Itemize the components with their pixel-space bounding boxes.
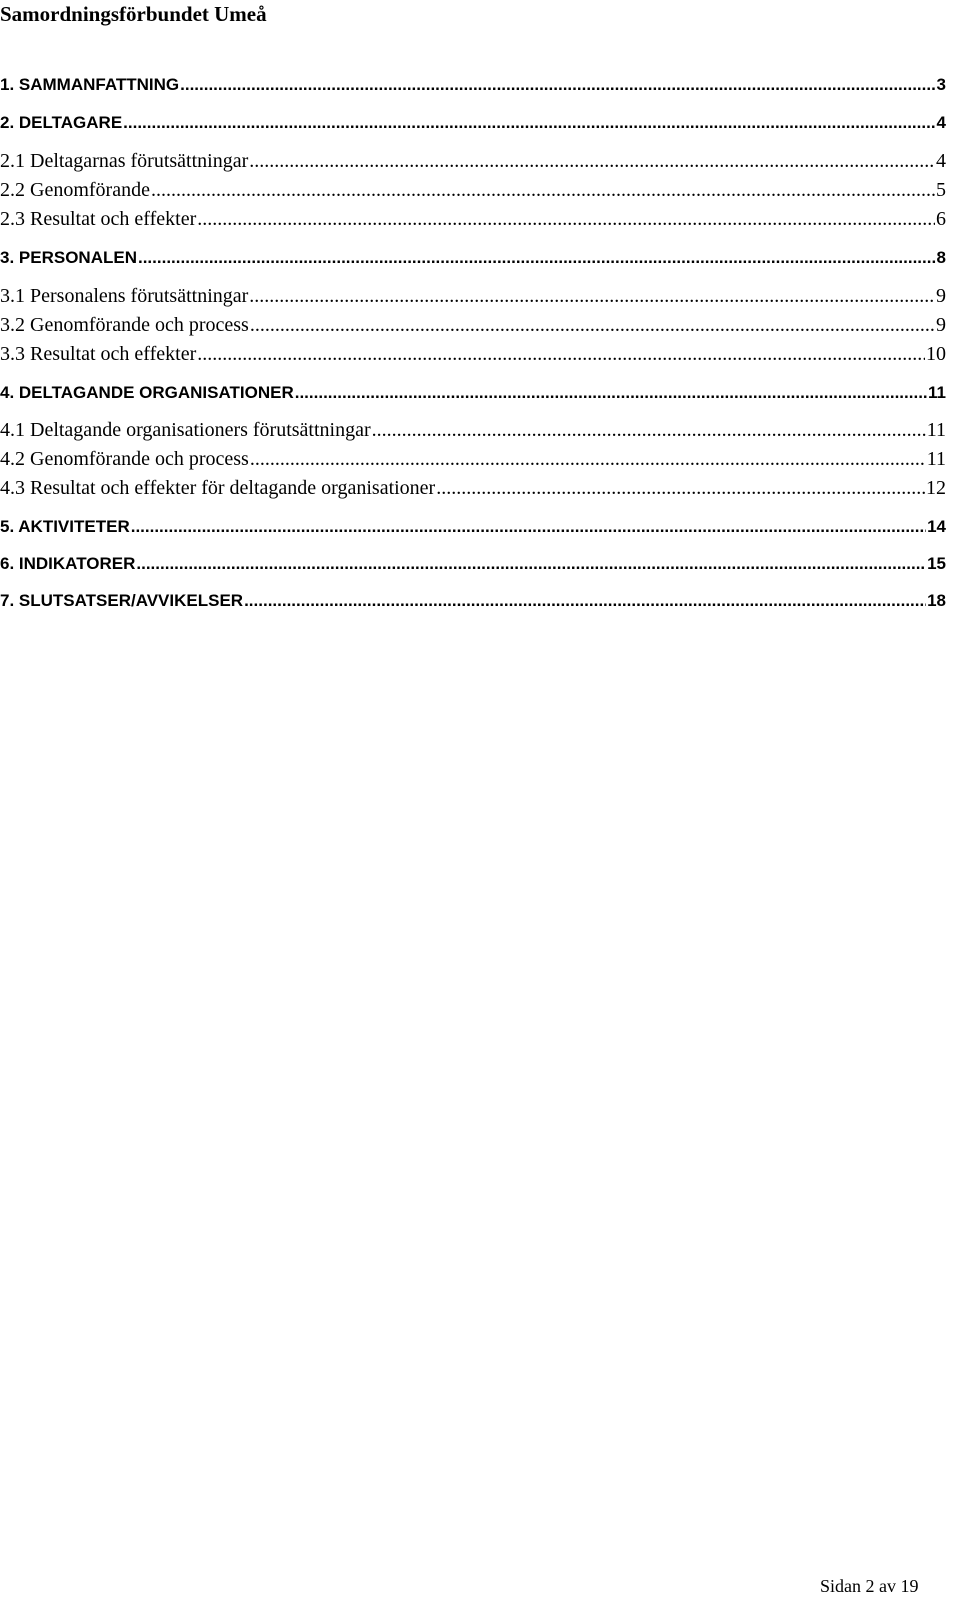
toc-row[interactable] — [0, 241, 960, 269]
toc-entry-title: 3.1 Personalens förutsättningar — [0, 285, 249, 307]
toc-entry-page: 9 — [936, 285, 946, 307]
toc-entry-title: 4.2 Genomförande och process — [0, 448, 249, 470]
toc-entry-4[interactable] — [0, 376, 946, 404]
toc-entry-title: 2.3 Resultat och effekter — [0, 208, 197, 230]
toc-dot-leader — [436, 477, 925, 499]
toc-entry-page: 12 — [926, 477, 946, 499]
toc-row[interactable] — [0, 510, 960, 538]
page-number-footer: Sidan 2 av 19 — [820, 1576, 919, 1596]
toc-row[interactable] — [0, 106, 960, 134]
toc-row[interactable] — [0, 547, 960, 575]
toc-entry-3[interactable] — [0, 241, 946, 269]
toc-entry-4-2[interactable] — [0, 442, 946, 470]
toc-entry-2-1[interactable] — [0, 144, 946, 172]
toc-entry-title: 7. SLUTSATSER/AVVIKELSER — [0, 591, 244, 610]
toc-entry-page: 10 — [926, 343, 946, 365]
toc-row[interactable] — [0, 279, 960, 307]
toc-entry-page: 9 — [936, 314, 946, 336]
toc-dot-leader — [250, 448, 926, 470]
toc-entry-title: 4. DELTAGANDE ORGANISATIONER — [0, 383, 294, 402]
toc-entry-page: 11 — [926, 419, 946, 441]
toc-row[interactable] — [0, 202, 960, 230]
toc-entry-page: 11 — [928, 383, 946, 402]
toc-dot-leader — [295, 382, 927, 404]
toc-entry-2-3[interactable] — [0, 202, 946, 230]
toc-entry-page: 6 — [936, 208, 946, 230]
toc-entry-title: 2. DELTAGARE — [0, 113, 123, 132]
toc-entry-page: 15 — [927, 554, 946, 573]
toc-dot-leader — [244, 590, 926, 612]
toc-entry-5[interactable] — [0, 510, 946, 538]
toc-entry-3-2[interactable] — [0, 308, 946, 336]
toc-entry-page: 8 — [936, 248, 946, 267]
toc-row[interactable] — [0, 376, 960, 404]
toc-entry-page: 14 — [927, 517, 946, 536]
toc-dot-leader — [136, 553, 926, 575]
toc-entry-title: 2.2 Genomförande — [0, 179, 150, 201]
toc-entry-3-1[interactable] — [0, 279, 946, 307]
toc-entry-title: 3.3 Resultat och effekter — [0, 343, 197, 365]
toc-row[interactable] — [0, 308, 960, 336]
toc-row[interactable] — [0, 337, 960, 365]
toc-entry-1[interactable] — [0, 68, 946, 96]
toc-entry-title: 6. INDIKATORER — [0, 554, 136, 573]
toc-row[interactable] — [0, 68, 960, 96]
toc-entry-title: 3.2 Genomförande och process — [0, 314, 249, 336]
toc-dot-leader — [123, 112, 935, 134]
toc-dot-leader — [249, 150, 935, 172]
toc-row[interactable] — [0, 471, 960, 499]
toc-dot-leader — [250, 314, 935, 336]
toc-dot-leader — [197, 343, 925, 365]
toc-dot-leader — [180, 74, 935, 96]
toc-entry-4-3[interactable] — [0, 471, 946, 499]
toc-entry-page: 4 — [936, 150, 946, 172]
toc-dot-leader — [372, 419, 926, 441]
toc-entry-page: 4 — [936, 113, 946, 132]
toc-row[interactable] — [0, 442, 960, 470]
toc-row[interactable] — [0, 144, 960, 172]
toc-entry-4-1[interactable] — [0, 413, 946, 441]
toc-entry-title: 5. AKTIVITETER — [0, 517, 130, 536]
toc-entry-6[interactable] — [0, 547, 946, 575]
toc-dot-leader — [131, 516, 926, 538]
toc-entry-title: 1. SAMMANFATTNING — [0, 75, 180, 94]
toc-entry-page: 5 — [936, 179, 946, 201]
toc-dot-leader — [249, 285, 935, 307]
toc-entry-3-3[interactable] — [0, 337, 946, 365]
toc-entry-7[interactable] — [0, 584, 946, 612]
toc-dot-leader — [197, 208, 935, 230]
toc-entry-2[interactable] — [0, 106, 946, 134]
toc-entry-page: 18 — [927, 591, 946, 610]
toc-entry-2-2[interactable] — [0, 173, 946, 201]
toc-entry-page: 11 — [926, 448, 946, 470]
toc-dot-leader — [138, 247, 936, 269]
toc-row[interactable] — [0, 584, 960, 612]
toc-row[interactable] — [0, 413, 960, 441]
toc-dot-leader — [151, 179, 935, 201]
toc-entry-title: 2.1 Deltagarnas förutsättningar — [0, 150, 249, 172]
toc-row[interactable] — [0, 173, 960, 201]
toc-entry-title: 3. PERSONALEN — [0, 248, 137, 267]
toc-entry-title: 4.3 Resultat och effekter för deltagande organisationer — [0, 477, 436, 499]
toc-entry-title: 4.1 Deltagande organisationers förutsättningar — [0, 419, 371, 441]
document-header: Samordningsförbundet Umeå — [0, 2, 267, 26]
toc-entry-page: 3 — [936, 75, 946, 94]
